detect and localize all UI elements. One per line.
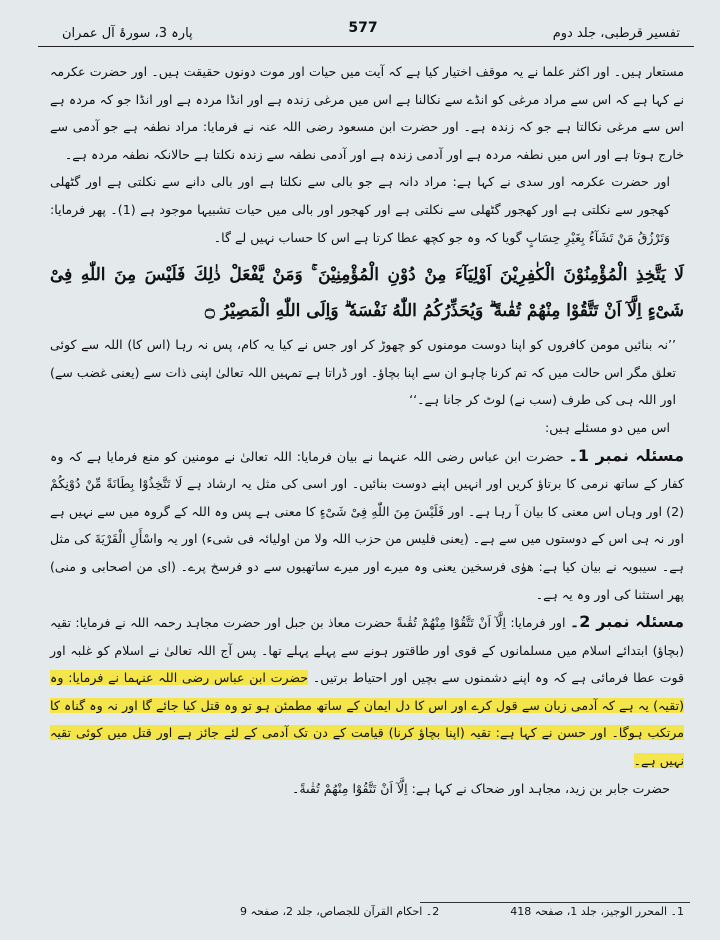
- footnote-divider: [420, 902, 690, 903]
- footnote-2: 2۔ احکام القرآن للجصاص، جلد 2، صفحہ 9: [240, 905, 440, 918]
- header-divider: [38, 46, 694, 47]
- page-number: 577: [348, 20, 378, 36]
- paragraph-2: اور حضرت عکرمہ اور سدی نے کہا ہے: مراد دانہ ہے جو بالی سے نکلتا ہے اور بالی دانے سے نکلتی ہے اور گٹھلی کھجور سے نکلتی ہے اور کھجور گٹھلی سے نکلتی ہے اور کھجور اور بالی میں حیات تشبیہا موجود ہے (1)۔ پھر فرمایا: وَتَرْزُقُ مَنْ تَشَآءُ بِغَیْرِ حِسَابٍ گویا کہ وہ جو کچھ عطا کرتا ہے اس کا حساب نہیں لے گا۔: [50, 174, 670, 245]
- issue-2-body: اور فرمایا: اِلَّآ اَنْ تَتَّقُوْا مِنْهُمْ تُقٰىةً حضرت معاذ بن جبل اور حضرت مجاہد رحمہ اللہ نے فرمایا: تقیہ (بچاؤ) ابتدائے اسلام میں مسلمانوں کے قوی اور طاقتور ہونے سے پہلے پہلے تھا۔ پس آج اللہ تعالیٰ نے اسلام کو غلبہ اور قوت عطا فرمائی ہے کہ وہ اپنے دشمنوں سے بچیں اور احتیاط برتیں۔: [50, 615, 685, 686]
- page-body: [50, 58, 684, 802]
- footnotes: [240, 905, 684, 918]
- paragraph-last: حضرت جابر بن زید، مجاہد اور ضحاک نے کہا ہے: اِلَّآ اَنْ تَتَّقُوْا مِنْهُمْ تُقٰىةً۔: [291, 780, 670, 796]
- page-header: [34, 20, 692, 48]
- paragraph-1: مستعار ہیں۔ اور اکثر علما نے یہ موقف اختیار کیا ہے کہ آیت میں حیات اور موت دونوں حقیقت ہیں۔ اور حضرت عکرمہ نے کہا ہے کہ اس سے مراد مرغی کو انڈے سے نکالنا ہے اس میں مرغی زندہ ہے اور انڈا مردہ ہے اور انڈا جو کہ مردہ ہے اس سے مرغی نکالتا ہے جو کہ زندہ ہے۔ اور حضرت ابن مسعود رضی اللہ عنہ نے فرمایا: مراد نطفہ ہے جو آدمی سے خارج ہوتا ہے اور اس میں نطفہ مردہ ہے اور آدمی زندہ ہے اور آدمی نطفہ سے زندہ نکلتا ہے حالانکہ نطفہ مردہ ہے۔: [50, 64, 684, 162]
- book-title: تفسیر قرطبی، جلد دوم: [552, 26, 680, 41]
- chapter-label: پارہ 3، سورۂ آل عمران: [62, 26, 193, 41]
- issue-1-heading: مسئلہ نمبر 1۔: [568, 445, 684, 465]
- issue-2-heading: مسئلہ نمبر 2۔: [569, 612, 684, 632]
- highlighted-passage: حضرت ابن عباس رضی اللہ عنہما نے فرمایا: وہ (تقیہ) یہ ہے کہ آدمی زبان سے قول کرے اور اس کا دل ایمان کے ساتھ مطمئن ہو تو وہ قتل کیا جائے گا اور نہ وہ گناہ کا مرتکب ہوگا۔ اور حسن نے کہا ہے: تقیہ (اپنا بچاؤ کرنا) قیامت کے دن تک آدمی کے لئے جائز ہے اور قتل میں کوئی تقیہ نہیں ہے۔: [50, 670, 684, 769]
- footnote-1: 1۔ المحرر الوجیز، جلد 1، صفحہ 418: [510, 905, 684, 918]
- ayah-translation: ’’نہ بنائیں مومن کافروں کو اپنا دوست مومنوں کو چھوڑ کر اور جس نے کیا یہ کام، پس نہ رہا (اس کا) اللہ سے کوئی تعلق مگر اس حالت میں کہ تم کرنا چاہو ان سے اپنا بچاؤ۔ اور ڈراتا ہے تمہیں اللہ تعالیٰ اپنی ذات سے (یعنی غضب سے) اور اللہ ہی کی طرف (سب نے) لوٹ کر جانا ہے۔‘‘: [50, 337, 676, 408]
- quran-ayah: لَا یَتَّخِذِ الْمُؤْمِنُوْنَ الْكٰفِرِیْنَ اَوْلِیَآءَ مِنْ دُوْنِ الْمُؤْمِنِیْنَ ۚ وَمَنْ یَّفْعَلْ ذٰلِكَ فَلَیْسَ مِنَ اللّٰهِ فِیْ شَیْءٍ اِلَّآ اَنْ تَتَّقُوْا مِنْهُمْ تُقٰىةً ۗ وَیُحَذِّرُكُمُ اللّٰهُ نَفْسَهٗ ۗ وَاِلَى اللّٰهِ الْمَصِیْرُ ۝: [50, 265, 684, 322]
- issue-1-body: حضرت ابن عباس رضی اللہ عنہما نے بیان فرمایا: اللہ تعالیٰ نے مومنین کو منع فرمایا ہے کہ وہ کفار کے ساتھ نرمی کا برتاؤ کریں اور انہیں اپنے دوست بنائیں۔ اور اسی کی مثل یہ ارشاد ہے لَا تَتَّخِذُوْا بِطَانَةً مِّنْ دُوْنِكُمْ (2) اور وہاں اس معنی کا بیان آ رہا ہے۔ اور فَلَیْسَ مِنَ اللّٰهِ فِیْ شَیْءٍ کا معنی ہے پس وہ اللہ کے گروہ میں سے نہیں ہے اور نہ ہی اس کے دوستوں میں سے ہے۔ (یعنی فلیس من حزب اللہ ولا من اولیائہ فی شیء) اور یہ واسْأَلِ الْقَرْیَةَ کی مثل ہے۔ سیبویہ نے بیان کیا ہے: ھوٰی فرسخین یعنی وہ میرے اور میرے ساتھیوں سے دو فرسخ پرے۔ (ای من اصحابی و منی) پھر استثنا کی اور وہ یہ ہے۔: [50, 448, 684, 602]
- issues-intro: اس میں دو مسئلے ہیں:: [544, 419, 670, 435]
